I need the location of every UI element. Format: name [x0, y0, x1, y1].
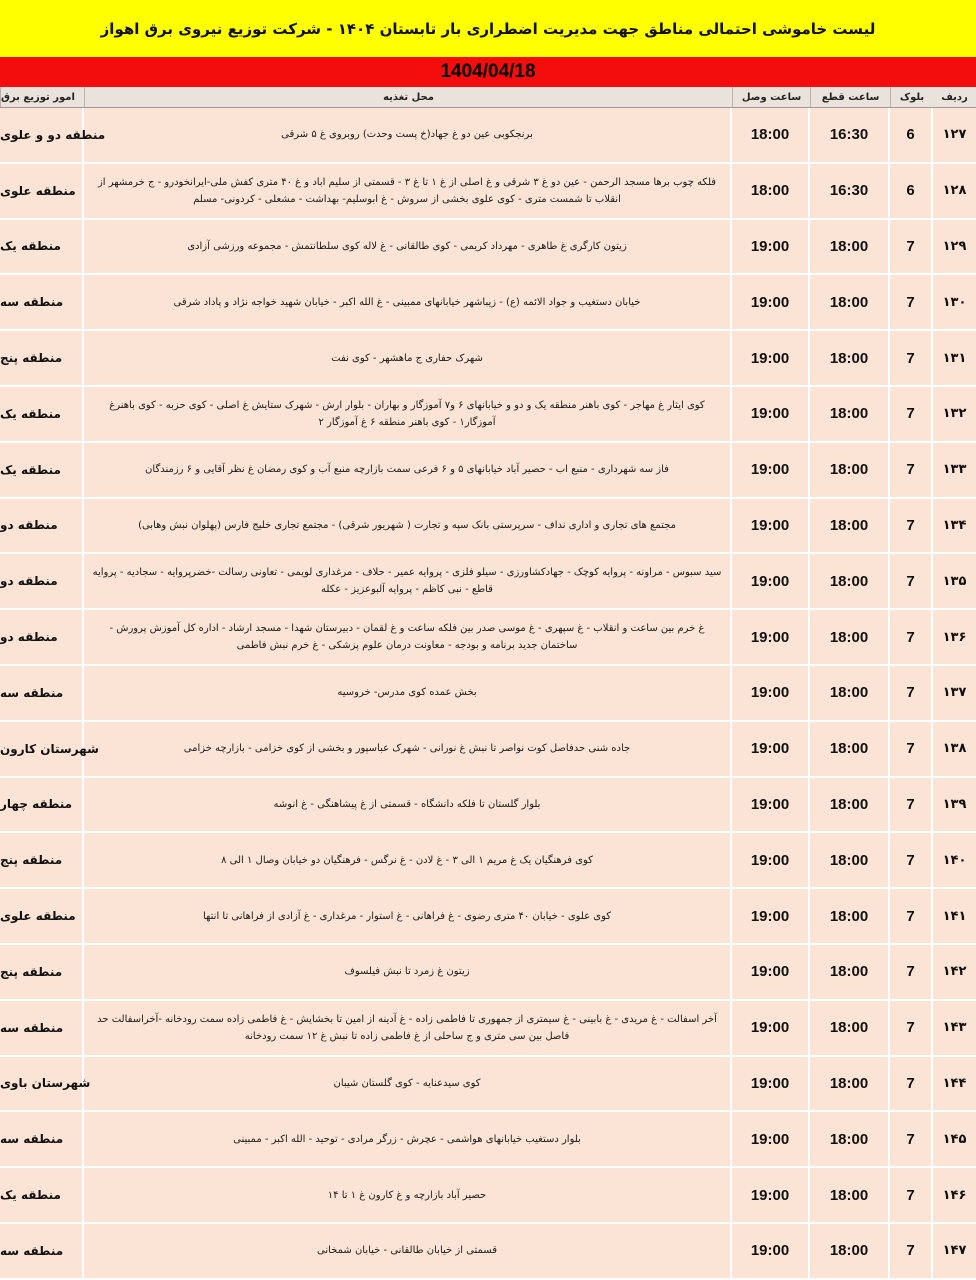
- connect-time-cell: [732, 499, 808, 553]
- cut-time-cell: [810, 1001, 888, 1055]
- table-row: [0, 1112, 976, 1168]
- area-cell: [0, 108, 106, 162]
- row-number-cell-text: ۱۳۹: [942, 796, 967, 812]
- connect-time-cell-text: 19:00: [750, 628, 790, 646]
- table-row: [0, 666, 976, 722]
- area-cell-text: منطقه دو: [0, 630, 58, 645]
- block-cell: [890, 889, 931, 943]
- location-cell: [84, 1001, 730, 1055]
- connect-time-cell: [732, 443, 808, 497]
- area-cell: [0, 778, 82, 832]
- area-cell-text: شهرستان کارون: [0, 741, 99, 756]
- connect-time-cell-text: 19:00: [750, 907, 790, 925]
- location-cell: [84, 108, 730, 162]
- row-number-cell: [933, 1057, 976, 1111]
- area-cell: [0, 722, 99, 776]
- table-row: [0, 1057, 976, 1113]
- connect-time-cell: [732, 220, 808, 274]
- connect-time-cell-text: 19:00: [750, 572, 790, 590]
- location-cell-text: زیتون کارگری غ طاهری - مهرداد کریمی - کوی طالقانی - غ لاله کوی سلطانتمش - مجموعه ورزشی آزادی: [187, 240, 627, 252]
- table-body: [0, 108, 976, 1280]
- connect-time-cell: [732, 722, 808, 776]
- table-row: [0, 722, 976, 778]
- row-number-cell: [933, 499, 976, 553]
- area-cell-text: شهرستان باوی: [0, 1076, 91, 1091]
- cut-time-cell-text: 18:00: [829, 1242, 869, 1260]
- cut-time-cell: [810, 945, 888, 999]
- location-cell: [84, 945, 730, 999]
- location-cell: [84, 499, 730, 553]
- connect-time-cell-text: 19:00: [750, 461, 790, 479]
- row-number-cell-text: ۱۳۲: [942, 406, 967, 422]
- connect-time-cell: [732, 1001, 808, 1055]
- cut-time-cell: [810, 889, 888, 943]
- area-cell: [0, 1168, 82, 1222]
- block-cell: [890, 1224, 931, 1278]
- connect-time-cell: [732, 889, 808, 943]
- cut-time-cell-text: 18:00: [829, 461, 869, 479]
- block-cell-text: 6: [906, 126, 915, 144]
- table-row: [0, 499, 976, 555]
- cut-time-cell: [810, 1224, 888, 1278]
- cut-time-cell: [810, 331, 888, 385]
- location-cell: [84, 833, 730, 887]
- connect-time-cell: [732, 833, 808, 887]
- area-cell-text: منطقه علوی: [0, 909, 76, 924]
- block-cell: [890, 275, 931, 329]
- area-cell-text: منطقه علوی: [0, 183, 76, 198]
- row-number-cell-text: ۱۴۷: [942, 1243, 967, 1259]
- table-row: [0, 1001, 976, 1057]
- table-row: [0, 275, 976, 331]
- cut-time-cell: [810, 164, 888, 218]
- block-cell-text: 7: [906, 851, 915, 869]
- connect-time-cell-text: 19:00: [750, 795, 790, 813]
- block-cell-text: 7: [906, 461, 915, 479]
- block-cell: [890, 610, 931, 664]
- cut-time-cell-text: 18:00: [829, 628, 869, 646]
- connect-time-cell: [732, 666, 808, 720]
- location-cell: [84, 666, 730, 720]
- block-cell: [890, 499, 931, 553]
- table-row: [0, 443, 976, 499]
- row-number-cell-text: ۱۴۱: [942, 908, 967, 924]
- connect-time-cell-text: 19:00: [750, 237, 790, 255]
- block-cell: [890, 387, 931, 441]
- location-cell: [84, 1168, 730, 1222]
- location-cell-text: خیابان دستغیب و جواد الائمه (ع) - زیباشهر خیابانهای ممبینی - غ الله اکبر - خیابان شهید خواجه نژاد و پاداد شرقی: [173, 296, 641, 308]
- area-cell-text: منطقه سه: [0, 685, 64, 700]
- row-number-cell-text: ۱۳۱: [942, 350, 967, 366]
- location-cell: [84, 331, 730, 385]
- connect-time-cell: [732, 610, 808, 664]
- row-number-cell: [933, 443, 976, 497]
- area-cell-text: منطقه پنج: [0, 351, 63, 366]
- location-cell-text: آخر اسفالت - غ مریدی - غ بابینی - غ سیمتری از جمهوری تا فاطمی زاده - غ آدینه از امین تا بخشایش - غ فاطمی زاده سمت رودخانه -آخراسفالت حد فاصل بین سی متری و ج ساحلی از غ فاطمی زاده تا نبش غ ۱۲ سمت رودخانه: [97, 1013, 717, 1042]
- row-number-cell: [933, 722, 976, 776]
- row-number-cell: [933, 387, 976, 441]
- location-cell: [84, 1112, 730, 1166]
- connect-time-cell: [732, 275, 808, 329]
- row-number-cell: [933, 778, 976, 832]
- block-cell: [890, 164, 931, 218]
- location-cell: [84, 778, 730, 832]
- location-cell-text: کوی علوی - خیابان ۴۰ متری رضوی - غ فراهانی - غ استوار - مرغداری - غ آزادی از فراهانی تا انتها: [202, 910, 612, 922]
- area-cell: [0, 1057, 91, 1111]
- row-number-cell-text: ۱۴۵: [942, 1131, 967, 1147]
- block-cell: [890, 1112, 931, 1166]
- cut-time-cell-text: 18:00: [829, 1074, 869, 1092]
- row-number-cell: [933, 108, 976, 162]
- cut-time-cell: [810, 108, 888, 162]
- table-row: [0, 1224, 976, 1280]
- row-number-cell-text: ۱۳۵: [942, 573, 967, 589]
- connect-time-cell: [732, 778, 808, 832]
- table-row: [0, 1168, 976, 1224]
- location-cell-text: قسمتی از خیابان طالقانی - خیابان شمخانی: [316, 1245, 498, 1257]
- cut-time-cell: [810, 833, 888, 887]
- connect-time-cell: [732, 1057, 808, 1111]
- area-cell: [0, 833, 82, 887]
- location-cell-text: کوی فرهنگیان یک غ مریم ۱ الی ۳ - غ لادن - غ نرگس - فرهنگیان دو خیابان وصال ۱ الی ۸: [221, 854, 593, 866]
- area-cell-text: منطقه دو و علوی: [0, 127, 106, 142]
- connect-time-cell-text: 19:00: [750, 1242, 790, 1260]
- location-cell-text: برنجکوبی عین دو غ جهاد(خ پست وحدت) روبروی غ ۵ شرقی: [281, 129, 533, 141]
- block-cell: [890, 1057, 931, 1111]
- block-cell-text: 7: [906, 628, 915, 646]
- row-number-cell: [933, 164, 976, 218]
- block-cell-text: 7: [906, 516, 915, 534]
- connect-time-cell-text: 18:00: [750, 182, 790, 200]
- area-cell: [0, 499, 82, 553]
- header-block: بلوک: [890, 87, 933, 107]
- location-cell-text: کوی ایثار غ مهاجر - کوی باهنر منطقه یک و دو و خیابانهای ۶ و۷ آموزگار و بهاران - بلوار ارش - شهرک ستایش غ اصلی - کوی حزبه - کوی باهنرغ آموزگار۱ - کوی باهنر منطقه ۶ غ آموزگار ۲: [109, 399, 705, 428]
- connect-time-cell-text: 19:00: [750, 1019, 790, 1037]
- block-cell-text: 7: [906, 684, 915, 702]
- row-number-cell-text: ۱۴۴: [942, 1075, 967, 1091]
- connect-time-cell: [732, 1112, 808, 1166]
- location-cell: [84, 554, 730, 608]
- location-cell: [84, 220, 730, 274]
- table-row: [0, 833, 976, 889]
- area-cell: [0, 1224, 82, 1278]
- area-cell-text: منطقه یک: [0, 1188, 61, 1203]
- location-cell: [84, 275, 730, 329]
- cut-time-cell: [810, 275, 888, 329]
- location-cell: [84, 164, 730, 218]
- row-number-cell: [933, 1112, 976, 1166]
- cut-time-cell-text: 18:00: [829, 795, 869, 813]
- location-cell-text: بخش عمده کوی مدرس- خروسیه: [337, 687, 477, 699]
- row-number-cell: [933, 331, 976, 385]
- block-cell-text: 7: [906, 795, 915, 813]
- area-cell-text: منطقه چهار: [0, 797, 73, 812]
- table-row: [0, 387, 976, 443]
- row-number-cell-text: ۱۳۸: [942, 741, 967, 757]
- cut-time-cell-text: 18:00: [829, 1130, 869, 1148]
- block-cell: [890, 778, 931, 832]
- cut-time-cell: [810, 220, 888, 274]
- area-cell-text: منطقه دو: [0, 574, 58, 589]
- block-cell-text: 7: [906, 1242, 915, 1260]
- location-cell: [84, 610, 730, 664]
- row-number-cell: [933, 1001, 976, 1055]
- row-number-cell: [933, 220, 976, 274]
- cut-time-cell-text: 18:00: [829, 907, 869, 925]
- connect-time-cell-text: 19:00: [750, 1130, 790, 1148]
- cut-time-cell: [810, 1168, 888, 1222]
- area-cell: [0, 1112, 82, 1166]
- row-number-cell-text: ۱۴۶: [942, 1187, 967, 1203]
- area-cell-text: منطقه یک: [0, 406, 61, 421]
- cut-time-cell: [810, 1057, 888, 1111]
- area-cell: [0, 889, 82, 943]
- block-cell: [890, 1168, 931, 1222]
- row-number-cell-text: ۱۳۰: [942, 294, 967, 310]
- location-cell-text: بلوار دستغیب خیابانهای هواشمی - عچرش - زرگر مرادی - توحید - الله اکبر - ممبینی: [233, 1133, 581, 1145]
- header-cut-time: ساعت قطع: [810, 87, 890, 107]
- area-cell-text: منطقه دو: [0, 518, 58, 533]
- location-cell-text: حصیر آباد بازارچه و غ کارون غ ۱ تا ۱۴: [327, 1189, 487, 1201]
- cut-time-cell-text: 16:30: [829, 126, 869, 144]
- area-cell: [0, 331, 82, 385]
- connect-time-cell: [732, 1224, 808, 1278]
- row-number-cell: [933, 945, 976, 999]
- block-cell: [890, 945, 931, 999]
- row-number-cell: [933, 610, 976, 664]
- area-cell: [0, 443, 82, 497]
- row-number-cell: [933, 554, 976, 608]
- location-cell-text: بلوار گلستان تا فلکه دانشگاه - قسمتی از غ پیشاهنگی - غ انوشه: [273, 798, 541, 810]
- row-number-cell-text: ۱۲۹: [942, 238, 967, 254]
- table-row: [0, 945, 976, 1001]
- date-banner: 1404/04/18: [0, 57, 976, 87]
- location-cell-text: کوی سیدعنایه - کوی گلستان شیبان: [333, 1077, 481, 1089]
- area-cell-text: منطقه یک: [0, 239, 61, 254]
- connect-time-cell-text: 19:00: [750, 516, 790, 534]
- row-number-cell: [933, 889, 976, 943]
- area-cell: [0, 554, 82, 608]
- block-cell-text: 7: [906, 1186, 915, 1204]
- block-cell-text: 7: [906, 349, 915, 367]
- table-header: [0, 87, 976, 108]
- block-cell: [890, 443, 931, 497]
- connect-time-cell-text: 19:00: [750, 405, 790, 423]
- header-connect-time: ساعت وصل: [732, 87, 810, 107]
- location-cell-text: فاز سه شهرداری - منبع اب - حصیر آباد خیابانهای ۵ و ۶ فرعی سمت بازارچه منبع آب و کوی رمضان غ نظر آقایی و ۶ رزمندگان: [145, 464, 669, 476]
- cut-time-cell-text: 18:00: [829, 1186, 869, 1204]
- area-cell-text: منطقه پنج: [0, 853, 63, 868]
- cut-time-cell-text: 18:00: [829, 572, 869, 590]
- cut-time-cell-text: 18:00: [829, 516, 869, 534]
- block-cell-text: 7: [906, 963, 915, 981]
- block-cell-text: 7: [906, 907, 915, 925]
- block-cell: [890, 722, 931, 776]
- row-number-cell-text: ۱۳۶: [942, 629, 967, 645]
- row-number-cell-text: ۱۳۳: [942, 462, 967, 478]
- table-row: [0, 778, 976, 834]
- area-cell: [0, 666, 82, 720]
- row-number-cell: [933, 833, 976, 887]
- connect-time-cell: [732, 108, 808, 162]
- table-row: [0, 889, 976, 945]
- cut-time-cell-text: 18:00: [829, 684, 869, 702]
- row-number-cell-text: ۱۳۷: [942, 685, 967, 701]
- location-cell: [84, 443, 730, 497]
- row-number-cell-text: ۱۲۷: [942, 127, 967, 143]
- connect-time-cell-text: 18:00: [750, 126, 790, 144]
- block-cell: [890, 108, 931, 162]
- cut-time-cell: [810, 443, 888, 497]
- block-cell: [890, 833, 931, 887]
- connect-time-cell-text: 19:00: [750, 293, 790, 311]
- header-row-number: ردیف: [941, 91, 968, 103]
- area-cell-text: منطقه سه: [0, 1132, 64, 1147]
- area-cell-text: منطقه پنج: [0, 964, 63, 979]
- cut-time-cell: [810, 778, 888, 832]
- block-cell-text: 7: [906, 237, 915, 255]
- table-row: [0, 554, 976, 610]
- location-cell: [84, 889, 730, 943]
- location-cell-text: فلکه چوب برها مسجد الرحمن - عین دو غ ۳ شرقی و غ اصلی از غ ۱ تا غ ۳ - قسمتی از سلیم اباد و غ ۴۰ متری کفش ملی-ایرانخودرو - ج خرمشهر از انقلاب تا شمست متری - کوی علوی بخشی از سروش - غ ابوسلیم- بهداشت - مشعلی - کردونی- مسلم: [97, 176, 717, 205]
- connect-time-cell-text: 19:00: [750, 1186, 790, 1204]
- row-number-cell-text: ۱۴۲: [942, 964, 967, 980]
- block-cell-text: 7: [906, 1074, 915, 1092]
- area-cell: [0, 220, 82, 274]
- table-row: [0, 610, 976, 666]
- cut-time-cell: [810, 554, 888, 608]
- cut-time-cell: [810, 722, 888, 776]
- area-cell-text: منطقه یک: [0, 462, 61, 477]
- row-number-cell-text: ۱۳۴: [942, 517, 967, 533]
- area-cell: [0, 945, 82, 999]
- connect-time-cell-text: 19:00: [750, 963, 790, 981]
- page-title: لیست خاموشی احتمالی مناطق جهت مدیریت اضطراری بار تابستان ۱۴۰۴ - شرکت توزیع نیروی برق اهواز: [0, 0, 976, 58]
- cut-time-cell-text: 16:30: [829, 182, 869, 200]
- table-row: [0, 331, 976, 387]
- cut-time-cell: [810, 610, 888, 664]
- cut-time-cell-text: 18:00: [829, 963, 869, 981]
- area-cell: [0, 387, 82, 441]
- connect-time-cell: [732, 331, 808, 385]
- location-cell: [84, 1057, 730, 1111]
- row-number-cell: [933, 1224, 976, 1278]
- area-cell: [0, 1001, 82, 1055]
- cut-time-cell-text: 18:00: [829, 851, 869, 869]
- cut-time-cell: [810, 499, 888, 553]
- cut-time-cell-text: 18:00: [829, 405, 869, 423]
- connect-time-cell: [732, 1168, 808, 1222]
- block-cell: [890, 666, 931, 720]
- location-cell-text: زیتون غ زمرد تا نبش فیلسوف: [344, 966, 470, 978]
- cut-time-cell-text: 18:00: [829, 740, 869, 758]
- block-cell-text: 7: [906, 293, 915, 311]
- area-cell-text: منطقه سه: [0, 295, 64, 310]
- location-cell-text: سید سبوس - مراونه - پروایه کوچک - جهادکشاورزی - سیلو فلزی - پروایه عمیر - حلاف - مرغداری لویمی - تعاونی رسالت -خضرپروایه - سجادیه - پروایه قاطع - نبی کاظم - پروایه آلبوعزیز - عکله: [92, 567, 722, 596]
- row-number-cell-text: ۱۲۸: [942, 183, 967, 199]
- block-cell: [890, 1001, 931, 1055]
- connect-time-cell-text: 19:00: [750, 1074, 790, 1092]
- location-cell-text: جاده شنی حدفاصل کوت نواصر تا نبش غ نورانی - شهرک عباسپور و بخشی از کوی خزامی - بازارچه خزامی: [183, 743, 631, 755]
- area-cell: [0, 275, 82, 329]
- location-cell-text: غ خرم بین ساعت و انقلاب - غ سپهری - غ موسی صدر بین فلکه ساعت و غ لقمان - دبیرستان شهدا - مسجد ارشاد - اداره کل آموزش پرورش - ساختمان جدید برنامه و بودجه - معاونت درمان علوم پزشکی - غ خرم نبش فاطمی: [109, 623, 705, 652]
- location-cell: [84, 387, 730, 441]
- table-row: [0, 220, 976, 276]
- location-cell: [84, 1224, 730, 1278]
- header-location: محل تغذیه: [84, 87, 732, 107]
- header-area: امور توزیع برق: [0, 87, 84, 107]
- row-number-cell: [933, 666, 976, 720]
- block-cell: [890, 331, 931, 385]
- connect-time-cell: [732, 945, 808, 999]
- connect-time-cell-text: 19:00: [750, 684, 790, 702]
- connect-time-cell-text: 19:00: [750, 349, 790, 367]
- row-number-cell-text: ۱۴۰: [942, 852, 967, 868]
- area-cell: [0, 610, 82, 664]
- block-cell-text: 7: [906, 740, 915, 758]
- area-cell: [0, 164, 82, 218]
- row-number-cell: [933, 275, 976, 329]
- cut-time-cell: [810, 387, 888, 441]
- area-cell-text: منطقه سه: [0, 1020, 64, 1035]
- connect-time-cell-text: 19:00: [750, 740, 790, 758]
- connect-time-cell: [732, 387, 808, 441]
- cut-time-cell-text: 18:00: [829, 237, 869, 255]
- connect-time-cell: [732, 164, 808, 218]
- location-cell: [84, 722, 730, 776]
- table-row: [0, 108, 976, 164]
- cut-time-cell-text: 18:00: [829, 1019, 869, 1037]
- block-cell-text: 7: [906, 572, 915, 590]
- block-cell-text: 7: [906, 405, 915, 423]
- cut-time-cell-text: 18:00: [829, 349, 869, 367]
- row-number-cell-text: ۱۴۳: [942, 1020, 967, 1036]
- table-row: [0, 164, 976, 220]
- connect-time-cell-text: 19:00: [750, 851, 790, 869]
- row-number-cell: [933, 1168, 976, 1222]
- cut-time-cell: [810, 666, 888, 720]
- block-cell-text: 6: [906, 182, 915, 200]
- cut-time-cell-text: 18:00: [829, 293, 869, 311]
- location-cell-text: مجتمع های تجاری و اداری نداف - سرپرستی بانک سپه و تجارت ( شهریور شرقی) - مجتمع تجاری خلیج فارس (پهلوان نبش وهابی): [138, 519, 676, 531]
- block-cell-text: 7: [906, 1130, 915, 1148]
- location-cell-text: شهرک حفاری ج ماهشهر - کوی نفت: [331, 352, 483, 364]
- block-cell: [890, 554, 931, 608]
- cut-time-cell: [810, 1112, 888, 1166]
- connect-time-cell: [732, 554, 808, 608]
- area-cell-text: منطقه سه: [0, 1243, 64, 1258]
- block-cell: [890, 220, 931, 274]
- block-cell-text: 7: [906, 1019, 915, 1037]
